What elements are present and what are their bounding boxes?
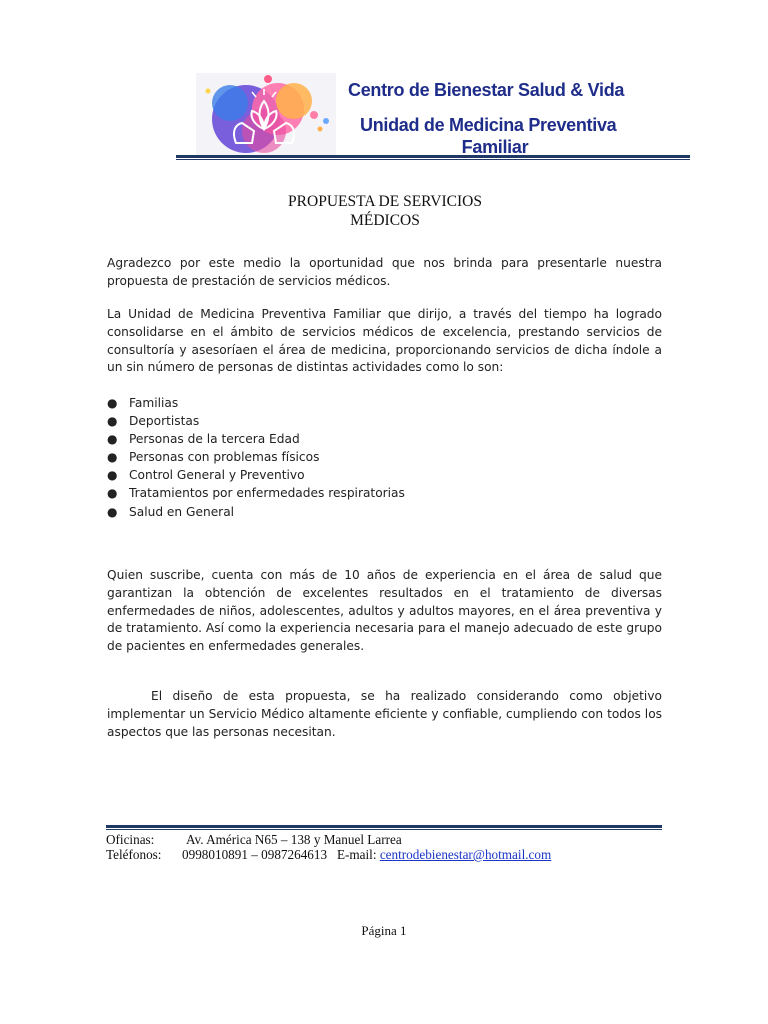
bullet-icon: ● — [107, 414, 118, 429]
hands-lotus-logo-icon — [196, 73, 336, 157]
bullet-icon: ● — [107, 450, 118, 465]
paragraph-experience: Quien suscribe, cuenta con más de 10 años de experiencia en el área de salud que garantizan la obtención de excelentes resultados en el tratamiento de diversas enfermedades de niños, adolescentes, adultos y adultos mayores, en el área preventiva y de tratamiento. Así como la experiencia necesaria para el manejo adecuado de este grupo de pacientes en enfermedades generales. — [107, 568, 662, 654]
email-link[interactable]: centrodebienestar@hotmail.com — [379, 847, 552, 862]
title-line2: MÉDICOS — [350, 212, 420, 229]
offices-address: Av. América N65 – 138 y Manuel Larrea — [186, 832, 402, 847]
paragraph-intro: Agradezco por este medio la oportunidad que nos brinda para presentarle nuestra propuesta de prestación de servicios médicos. — [107, 256, 662, 288]
list-item: ● Deportistas — [107, 412, 557, 430]
bullet-icon: ● — [107, 504, 118, 519]
email-label: E-mail: — [336, 847, 377, 862]
footer-offices — [106, 832, 402, 848]
paragraph-unit: La Unidad de Medicina Preventiva Familiar que dirijo, a través del tiempo ha logrado consolidarse en el ámbito de servicios médicos de excelencia, prestando servicios de consultoría y asesoríaen el área de medicina, proporcionando servicios de dicha índole a un sin número de personas de distintas actividades como lo son: — [107, 307, 662, 375]
list-item: ● Personas de la tercera Edad — [107, 430, 557, 448]
services-list — [107, 394, 557, 521]
footer-phones — [106, 847, 551, 863]
bullet-icon: ● — [107, 396, 118, 410]
phones-value: 0998010891 – 0987264613 — [182, 847, 328, 862]
list-item: ● Familias — [107, 394, 557, 412]
page-number: Página 1 — [361, 923, 407, 938]
bullet-icon: ● — [107, 486, 118, 501]
list-item: ● Tratamientos por enfermedades respiratorias — [107, 484, 557, 502]
organization-name: Centro de Bienestar Salud & Vida — [348, 80, 625, 100]
document-title — [250, 192, 520, 230]
bullet-icon: ● — [107, 468, 118, 483]
phones-label: Teléfonos: — [106, 847, 162, 862]
bullet-icon: ● — [107, 432, 118, 447]
list-item: ● Salud en General — [107, 503, 557, 521]
paragraph-design: El diseño de esta propuesta, se ha realizado considerando como objetivo implementar un Servicio Médico altamente eficiente y confiable, cumpliendo con todos los aspectos que las personas necesitan. — [107, 689, 662, 739]
title-line1: PROPUESTA DE SERVICIOS — [288, 193, 482, 210]
header-rule — [176, 155, 690, 160]
list-item: ● Control General y Preventivo — [107, 466, 557, 484]
unit-name-line1: Unidad de Medicina Preventiva — [360, 115, 617, 135]
offices-label: Oficinas: — [106, 832, 155, 847]
unit-name-line2: Familiar — [461, 137, 529, 157]
list-item: ● Personas con problemas físicos — [107, 448, 557, 466]
footer-rule — [106, 825, 662, 830]
